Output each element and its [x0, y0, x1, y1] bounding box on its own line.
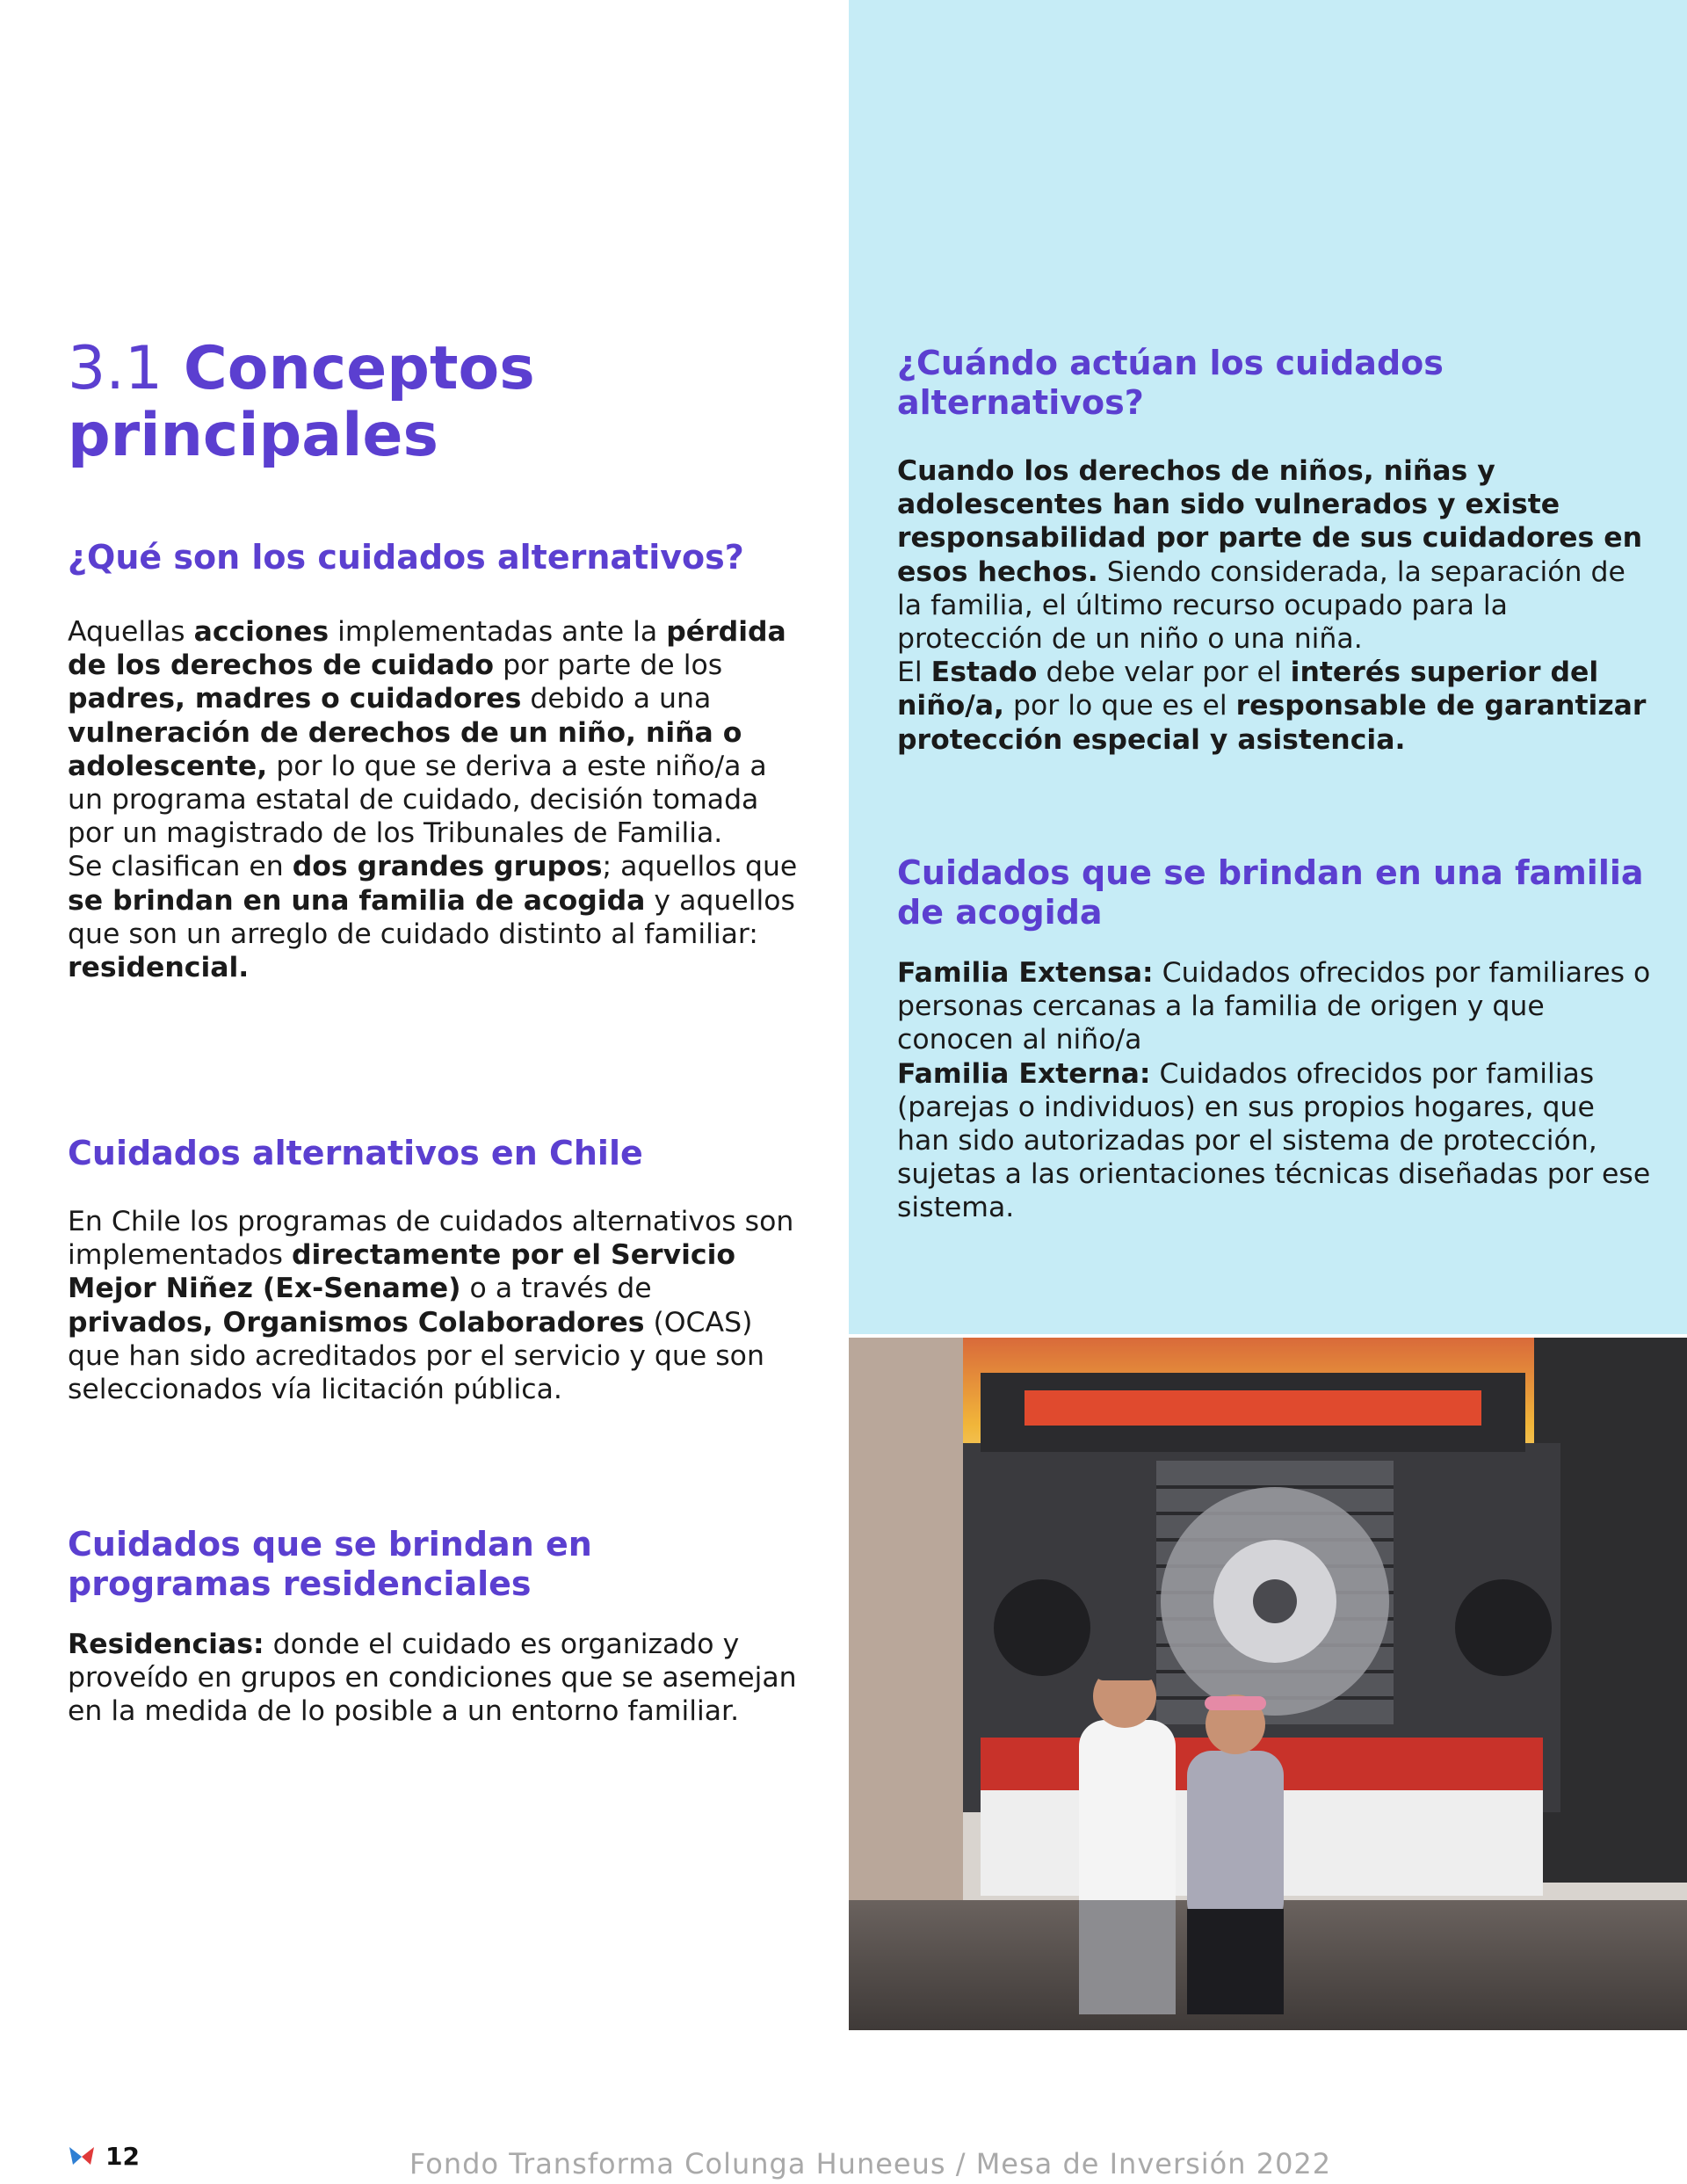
family-heading: Cuidados que se brindan en una familia de acogida — [897, 853, 1644, 932]
text-run: debido a una — [521, 683, 712, 715]
text-run: y aquellos que son un arreglo de cuidado distinto al familiar: — [68, 884, 795, 950]
q2-block — [897, 344, 1653, 757]
text-run: Siendo considerada, la separación de la familia, el último recurso ocupado para la protección de un niño o una niña. — [897, 555, 1625, 656]
text-run: dos grandes grupos — [292, 851, 603, 883]
family-paragraph-2 — [897, 1057, 1653, 1225]
q2-paragraph-1 — [897, 454, 1653, 656]
text-run: Se clasifican en — [68, 851, 293, 883]
q1-paragraph-2 — [68, 850, 806, 984]
text-run: por lo que se deriva a este niño/a a un programa estatal de cuidado, decisión tomada por un magistrado de los Tribunales de Familia. — [68, 750, 767, 850]
residential-paragraph — [68, 1628, 806, 1729]
q2-heading: ¿Cuándo actúan los cuidados alternativos? — [897, 344, 1444, 422]
section-title — [68, 336, 771, 469]
text-run: Estado — [930, 657, 1038, 689]
text-run: Residencias: — [68, 1629, 264, 1660]
section-number: 3.1 — [68, 334, 163, 403]
q1-block — [68, 538, 806, 984]
text-run: donde el cuidado es organizado y proveído en grupos en condiciones que se asemejan en la medida de lo posible a un entorno familiar. — [68, 1629, 797, 1728]
text-run: (OCAS) que han sido acreditados por el servicio y que son seleccionados vía licitación pública. — [68, 1306, 764, 1406]
text-run: privados, Organismos Colaboradores — [68, 1306, 645, 1339]
family-paragraph-1 — [897, 956, 1653, 1057]
chile-heading: Cuidados alternativos en Chile — [68, 1134, 643, 1172]
text-run: por parte de los — [494, 649, 723, 682]
mural-couple-photo — [849, 1338, 1687, 2030]
text-run: Familia Externa: — [897, 1057, 1151, 1090]
q2-paragraph-2 — [897, 656, 1653, 757]
residential-block — [68, 1525, 806, 1729]
q1-paragraph-1 — [68, 615, 806, 850]
text-run: responsable de garantizar protección especial y asistencia. — [897, 690, 1647, 756]
text-run: pérdida de los derechos de cuidado — [68, 616, 786, 682]
text-run: se brindan en una familia de acogida — [68, 884, 646, 917]
text-run: directamente por el Servicio Mejor Niñez (Ex-Sename) — [68, 1239, 736, 1305]
text-run: interés superior del niño/a, — [897, 657, 1599, 722]
chile-paragraph — [68, 1205, 806, 1406]
text-run: Familia Extensa: — [897, 957, 1154, 989]
text-run: debe velar por el — [1037, 657, 1291, 689]
butterfly-logo-icon — [68, 2145, 96, 2168]
text-run: o a través de — [460, 1273, 652, 1305]
section-title-text: Conceptos principales — [68, 334, 535, 470]
family-block — [897, 853, 1653, 1225]
text-run: por lo que es el — [1004, 690, 1236, 722]
text-run: En Chile los programas de cuidados alternativos son implementados — [68, 1206, 794, 1272]
text-run: Cuando los derechos de niños, niñas y adolescentes han sido vulnerados y existe responsabilidad por parte de sus cuidadores en esos hechos. — [897, 455, 1643, 588]
footer-publication-title: Fondo Transforma Colunga Huneeus / Mesa de Inversión 2022 — [409, 2147, 1332, 2180]
text-run: Aquellas — [68, 616, 194, 648]
text-run: implementadas ante la — [329, 616, 667, 648]
residential-heading: Cuidados que se brindan en programas residenciales — [68, 1525, 592, 1603]
text-run: Cuidados ofrecidos por familias (parejas o individuos) en sus propios hogares, que han sido autorizadas por el sistema de protección, sujetas a las orientaciones técnicas diseñadas por ese sistema. — [897, 1057, 1651, 1224]
text-run: padres, madres o cuidadores — [68, 683, 522, 715]
text-run: ; aquellos que — [602, 851, 798, 883]
page-number: 12 — [105, 2142, 140, 2171]
text-run: Cuidados ofrecidos por familiares o personas cercanas a la familia de origen y que conocen al niño/a — [897, 957, 1651, 1056]
chile-block — [68, 1134, 806, 1406]
text-run: El — [897, 657, 931, 689]
q1-heading: ¿Qué son los cuidados alternativos? — [68, 538, 744, 577]
text-run: vulneración de derechos de un niño, niña o adolescente, — [68, 716, 742, 782]
text-run: residencial. — [68, 952, 250, 984]
text-run: acciones — [193, 616, 329, 648]
